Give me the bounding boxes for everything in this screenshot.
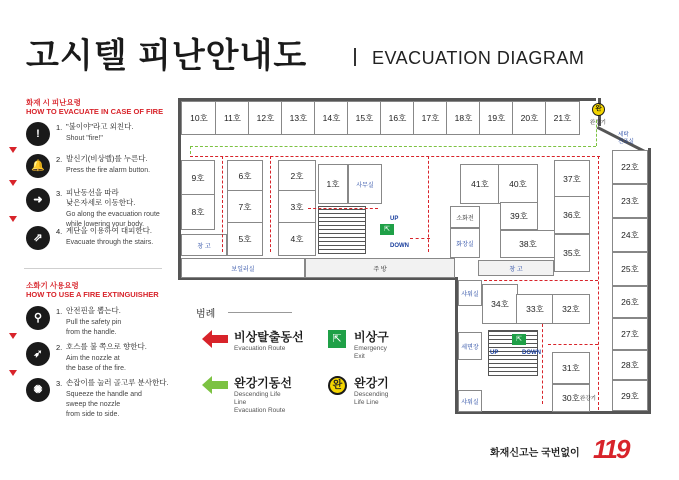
evacuation-route	[484, 280, 598, 281]
step-text-ko: 손잡이를 눌러 골고루 분사한다.	[66, 378, 169, 387]
room-17: 17호	[413, 101, 448, 135]
evacuation-route	[270, 156, 271, 252]
step-number: 3.	[56, 379, 63, 388]
floor-plan	[178, 98, 651, 414]
step-arrow-icon	[9, 333, 17, 339]
room-9: 9호	[181, 160, 215, 196]
room-1: 1호	[318, 164, 348, 204]
step-number: 4.	[56, 227, 63, 236]
ext-step-2	[26, 342, 176, 378]
room-34: 34호	[482, 284, 518, 324]
evacuation-route	[598, 156, 599, 410]
step-text-ko: 발신기(비상벨)를 누른다.	[66, 154, 148, 163]
legend-divider	[228, 312, 292, 313]
extinguisher-heading-en: HOW TO USE A FIRE EXTINGUISHER	[26, 290, 159, 299]
exit-icon: ⇱	[328, 330, 346, 348]
office: 사무실	[348, 164, 382, 204]
step-text-en: Pull the safety pin from the handle.	[66, 319, 122, 336]
fire-step-2	[26, 154, 176, 190]
descend-label-lower: 완강기	[580, 396, 596, 402]
room-4: 4호	[278, 222, 316, 256]
fire-step-1	[26, 122, 176, 158]
room-23: 23호	[612, 184, 648, 218]
room-11: 11호	[215, 101, 250, 135]
legend-label-ko: 비상구	[354, 330, 389, 344]
room-32: 32호	[552, 294, 590, 324]
room-27: 27호	[612, 318, 648, 350]
fire-step-4	[26, 226, 176, 262]
legend-label-ko: 완강기	[354, 376, 389, 390]
room-14: 14호	[314, 101, 349, 135]
step-number: 2.	[56, 343, 63, 352]
step-text-ko: 계단을 이용하여 대피한다.	[66, 226, 152, 235]
laundry-label: 세탁 건조실	[618, 132, 634, 145]
step-arrow-icon	[9, 370, 17, 376]
report-text: 화재신고는 국번없이	[490, 448, 580, 459]
step-number: 1.	[56, 307, 63, 316]
room-21: 21호	[545, 101, 580, 135]
stairs-icon: ⇗	[26, 226, 50, 250]
legend-label-en: Emergency Exit	[354, 345, 387, 360]
room-15: 15호	[347, 101, 382, 135]
stairs-main	[318, 206, 366, 254]
evacuation-route	[190, 156, 600, 157]
evacuation-route	[542, 324, 543, 404]
evacuation-route	[548, 344, 598, 345]
descending-route	[190, 146, 191, 154]
room-38: 38호	[500, 230, 556, 258]
emergency-exit-icon: ⇱	[512, 334, 526, 345]
step-text-ko: 호스를 불 쪽으로 향한다.	[66, 342, 147, 351]
room-10: 10호	[181, 101, 217, 135]
step-arrow-icon	[9, 216, 17, 222]
room-20: 20호	[512, 101, 547, 135]
fire-guide-heading-en: HOW TO EVACUATE IN CASE OF FIRE	[26, 107, 164, 116]
descend-label: 완강기	[590, 120, 606, 126]
ext-step-1	[26, 306, 176, 342]
evacuation-route	[308, 208, 378, 209]
nozzle-icon: ➶	[26, 342, 50, 366]
evacuation-route	[222, 156, 223, 252]
outer-wall	[648, 148, 651, 414]
down-label: DOWN	[390, 243, 409, 249]
step-text-en: Press the fire alarm button.	[66, 167, 151, 174]
step-text-en: Shout "fire!"	[66, 135, 103, 142]
descending-lifeline-icon: 완	[328, 376, 347, 395]
room-6: 6호	[227, 160, 263, 192]
washroom: 세면장	[458, 332, 482, 360]
descending-route	[596, 120, 597, 146]
alarm-icon: 🔔	[26, 154, 50, 178]
emergency-exit-icon: ⇱	[380, 224, 394, 235]
legend-label-ko: 완강기동선	[234, 376, 292, 390]
room-5: 5호	[227, 222, 263, 256]
room-3: 3호	[278, 190, 316, 224]
green-arrow-icon	[202, 376, 228, 394]
room-19: 19호	[479, 101, 514, 135]
red-arrow-icon	[202, 330, 228, 348]
room-18: 18호	[446, 101, 481, 135]
room-29: 29호	[612, 380, 648, 411]
descending-lifeline-icon: 완	[592, 103, 605, 116]
room-7: 7호	[227, 190, 263, 224]
fire-hydrant: 소화전	[450, 206, 480, 228]
step-text-ko: "불이야"라고 외친다.	[66, 122, 134, 131]
shout-icon: !	[26, 122, 50, 146]
pin-icon: ⚲	[26, 306, 50, 330]
room-13: 13호	[281, 101, 316, 135]
legend-title: 범례	[196, 309, 216, 320]
shower-room-lower: 샤워실	[458, 390, 482, 412]
step-number: 2.	[56, 155, 63, 164]
boiler-room: 보일러실	[181, 258, 305, 278]
room-12: 12호	[248, 101, 283, 135]
storage-lower: 창 고	[478, 260, 554, 276]
step-number: 3.	[56, 189, 63, 198]
step-text-en: Go along the evacuation route while lowering your body.	[66, 211, 160, 228]
step-text-en: Aim the nozzle at the base of the fire.	[66, 355, 126, 372]
room-37: 37호	[554, 160, 590, 198]
step-text-ko: 피난동선을 따라 낮은자세로 이동한다.	[66, 188, 136, 207]
shower-center: 화장실	[450, 228, 480, 258]
room-25: 25호	[612, 252, 648, 286]
fire-guide-heading	[26, 98, 163, 116]
crawl-icon: ➜	[26, 188, 50, 212]
room-22: 22호	[612, 150, 648, 184]
up-label-lower: UP	[490, 350, 499, 356]
legend-label-en: Descending Life Line Evacuation Route	[234, 391, 286, 414]
step-arrow-icon	[9, 147, 17, 153]
up-label: UP	[390, 216, 399, 222]
kitchen: 주 방	[305, 258, 455, 278]
room-8: 8호	[181, 194, 215, 230]
ext-step-3	[26, 378, 176, 424]
shower-room-upper: 샤워실	[458, 280, 482, 306]
section-divider	[24, 268, 162, 269]
storage-left: 창 고	[181, 234, 227, 256]
room-33: 33호	[516, 294, 554, 324]
room-28: 28호	[612, 350, 648, 380]
step-number: 1.	[56, 123, 63, 132]
page-title-en: EVACUATION DIAGRAM	[372, 48, 585, 68]
room-39: 39호	[500, 202, 538, 230]
room-41: 41호	[460, 164, 500, 204]
fire-step-3	[26, 188, 176, 228]
spray-icon: ✺	[26, 378, 50, 402]
room-30: 30호	[552, 384, 590, 412]
legend-label-en: Evacuation Route	[234, 345, 286, 352]
fire-guide-heading-ko: 화재 시 피난요령	[26, 98, 81, 107]
room-36: 36호	[554, 196, 590, 234]
evacuation-route	[410, 238, 430, 239]
step-text-en: Evacuate through the stairs.	[66, 239, 154, 246]
room-26: 26호	[612, 286, 648, 318]
room-35: 35호	[554, 234, 590, 272]
page-title: 고시텔 피난안내도	[26, 37, 308, 75]
room-16: 16호	[380, 101, 415, 135]
room-2: 2호	[278, 160, 316, 192]
title-separator	[354, 48, 356, 66]
legend-label-en: Descending Life Line	[354, 391, 389, 406]
room-24: 24호	[612, 218, 648, 252]
extinguisher-heading-ko: 소화기 사용요령	[26, 281, 79, 290]
emergency-number: 119	[593, 434, 629, 464]
descending-route	[190, 146, 596, 147]
room-31: 31호	[552, 352, 590, 384]
step-text-ko: 안전핀을 뽑는다.	[66, 306, 121, 315]
step-text-en: Squeeze the handle and sweep the nozzle from side to side.	[66, 391, 142, 418]
room-40: 40호	[498, 164, 538, 204]
extinguisher-guide-heading	[26, 281, 159, 299]
legend-label-ko: 비상탈출동선	[234, 330, 304, 344]
step-arrow-icon	[9, 180, 17, 186]
down-label-lower: DOWN	[522, 350, 541, 356]
